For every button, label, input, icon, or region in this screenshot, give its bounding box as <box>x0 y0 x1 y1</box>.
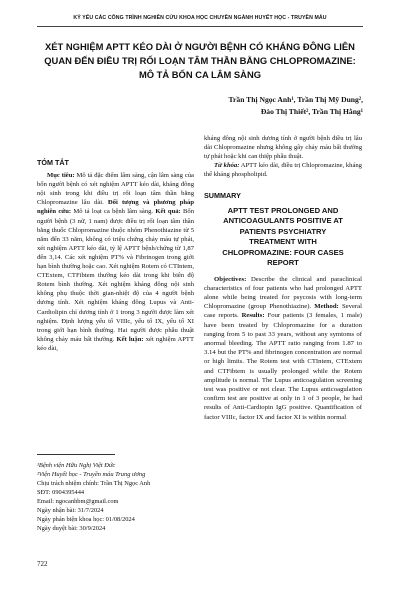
footnote-corresponding-author: Chịu trách nhiệm chính: Trần Thị Ngọc Anh <box>37 480 151 487</box>
vn-keywords <box>204 161 362 179</box>
vn-keywords-label: Từ khóa: <box>214 162 240 170</box>
footnotes <box>37 461 197 533</box>
vn-method-label: Đối tượng và phương pháp nghiên cứu: <box>37 199 194 216</box>
footnote-received-date: Ngày nhận bài: 31/7/2024 <box>37 507 104 514</box>
footnote-divider <box>37 454 115 455</box>
vn-conclusion-text-part1: xét nghiệm APTT kéo dài, <box>37 335 194 352</box>
en-objective-text: Describe the clinical and paraclinical characteristics of four patients who had prolonged APTT alone while being treated for psycosis with long-term Chlopromazine (group Phenothiazine). <box>204 275 363 311</box>
footnote-email: Email: ngocanhbm@gmail.com <box>37 498 119 505</box>
en-method-label: Method: <box>314 303 339 311</box>
en-title-line: ANTICOAGULANTS POSITIVE AT <box>223 216 343 226</box>
footnote-affiliation-2: ²Viện Huyết học - Truyền máu Trung ương <box>37 471 146 478</box>
en-abstract-paragraph <box>204 275 362 422</box>
en-title-line: REPORT <box>267 258 299 268</box>
en-objective-label: Objectives: <box>214 275 247 283</box>
author-list <box>229 94 363 117</box>
abstract-vietnamese <box>37 158 194 353</box>
authors-line: Đào Thị Thiết², Trần Thị Hằng¹ <box>260 106 363 116</box>
en-title-line: CHLOPROMAZINE: FOUR CASES <box>222 247 344 257</box>
footnote-affiliation-1: ¹Bệnh viện Hữu Nghị Việt Đức <box>37 462 116 469</box>
journal-header: KỶ YẾU CÁC CÔNG TRÌNH NGHIÊN CỨU KHOA HỌC CHUYÊN NGÀNH HUYẾT HỌC - TRUYỀN MÁU <box>73 15 327 21</box>
vn-method-text: Mô tả loạt ca bệnh lâm sàng. <box>73 208 154 216</box>
en-results-text: Four patients (3 females, 1 male) have been treated by Chlopromazine for a duration ranging from 5 to past 33 years, without any symtoms of anormal bleeding. The APTT ratio ranging from 1.87 to 3.14 but the PT% and fibrinogen concentration are normal or high limits. The Rotem test with CTIntem, CTExtem and CTFibtem is usually prolonged while the Rotem amplitude is normal. The Lupus anticoagulation screening test was positive or not clear. The Lupus anticoagulation confirm test are positive at only in 1 of 3 people, he had results of Anti-Cardiopin IgG positive. Quantification of factor VIIIc, factor IX and factor XI is within normal <box>204 312 363 421</box>
footnote-accepted-date: Ngày duyệt bài: 30/9/2024 <box>37 525 106 532</box>
page-number: 722 <box>37 560 48 568</box>
authors-line: Trần Thị Ngọc Anh¹, Trần Thị Mỹ Dung², <box>228 95 363 104</box>
vn-objective-text: Mô tả đặc điểm lâm sàng, cận lâm sàng của bốn người bệnh có xét nghiệm APTT kéo dài, kháng đông nội sinh trong khi điều trị rối loạn tâm thần bằng Chlopromazine lâu dài. <box>37 172 194 207</box>
title-line: XÉT NGHIỆM APTT KÉO DÀI Ở NGƯỜI BỆNH CÓ KHÁNG ĐÔNG LIÊN <box>45 41 355 52</box>
en-section-title: SUMMARY <box>204 191 241 201</box>
en-title-line: TREATMENT WITH <box>249 237 317 247</box>
title-line: MÔ TẢ BỐN CA LÂM SÀNG <box>138 69 262 80</box>
en-title-line: PATIENTS PSYCHIATRY <box>239 226 327 236</box>
abstract-right-column <box>204 134 362 422</box>
en-results-label: Results: <box>241 312 265 320</box>
vn-result-label: Kết quả: <box>155 208 181 216</box>
vn-keywords-text: APTT kéo dài, điều trị Chlopromazine, kháng thể kháng phospholipid. <box>204 162 362 179</box>
vn-objective-label: Mục tiêu: <box>47 172 75 180</box>
en-method-text: Several case reports. <box>204 303 362 320</box>
vn-conclusion-label: Kết luận: <box>116 335 144 343</box>
en-article-title <box>204 206 362 269</box>
vn-conclusion-continued: kháng đông nội sinh dương tính ở người bệnh điều trị lâu dài Chlopromazine nhưng không gây chảy máu bất thường tự phát hoặc khi can thiệp phẫu thuật. <box>204 135 362 161</box>
vn-result-text: Bốn người bệnh (3 nữ, 1 nam) được điều trị rối loạn tâm thần bằng thuốc Chlopromazine thuộc nhóm Phenothiazine từ 5 năm đến 33 năm, không có triệu chứng chảy máu tự phát, xét nghiệm APTT kéo dài, tỷ lệ APTT bệnh/chứng từ 1,87 đến 3,14. Các xét nghiệm PT% và Fibrinogen trong giới hạn bình thường hoặc cao. Xét nghiệm Rotem có CTIntem, CTExtem, CTFibtem thường kéo dài trong khi biên độ Rotem bình thường. Xét nghiệm kháng đông nội sinh không phụ thuộc thời gian-nhiệt độ của 4 người bệnh dương tính. Xét nghiệm kháng đông Lupus và Anti-Cardiolipin chỉ dương tính ở 1 trong 3 người được làm xét nghiệm. Định lượng yếu tố VIIIc, yếu tố IX, yếu tố XI trong giới hạn bình thường. Hai người được phẫu thuật không chảy máu bất thường. <box>37 208 195 343</box>
en-title-line: APTT TEST PROLONGED AND <box>227 205 339 215</box>
header-divider <box>37 26 363 27</box>
title-line: QUAN ĐẾN ĐIỀU TRỊ RỐI LOẠN TÂM THẦN BẰNG CHLOPROMAZINE: <box>44 55 356 66</box>
footnote-review-date: Ngày phản biện khoa học: 01/08/2024 <box>37 516 135 523</box>
vn-section-title: TÓM TẮT <box>37 158 69 167</box>
vn-abstract-paragraph <box>37 171 194 353</box>
footnote-phone: SĐT: 0904395444 <box>37 489 85 496</box>
article-title <box>40 40 360 82</box>
